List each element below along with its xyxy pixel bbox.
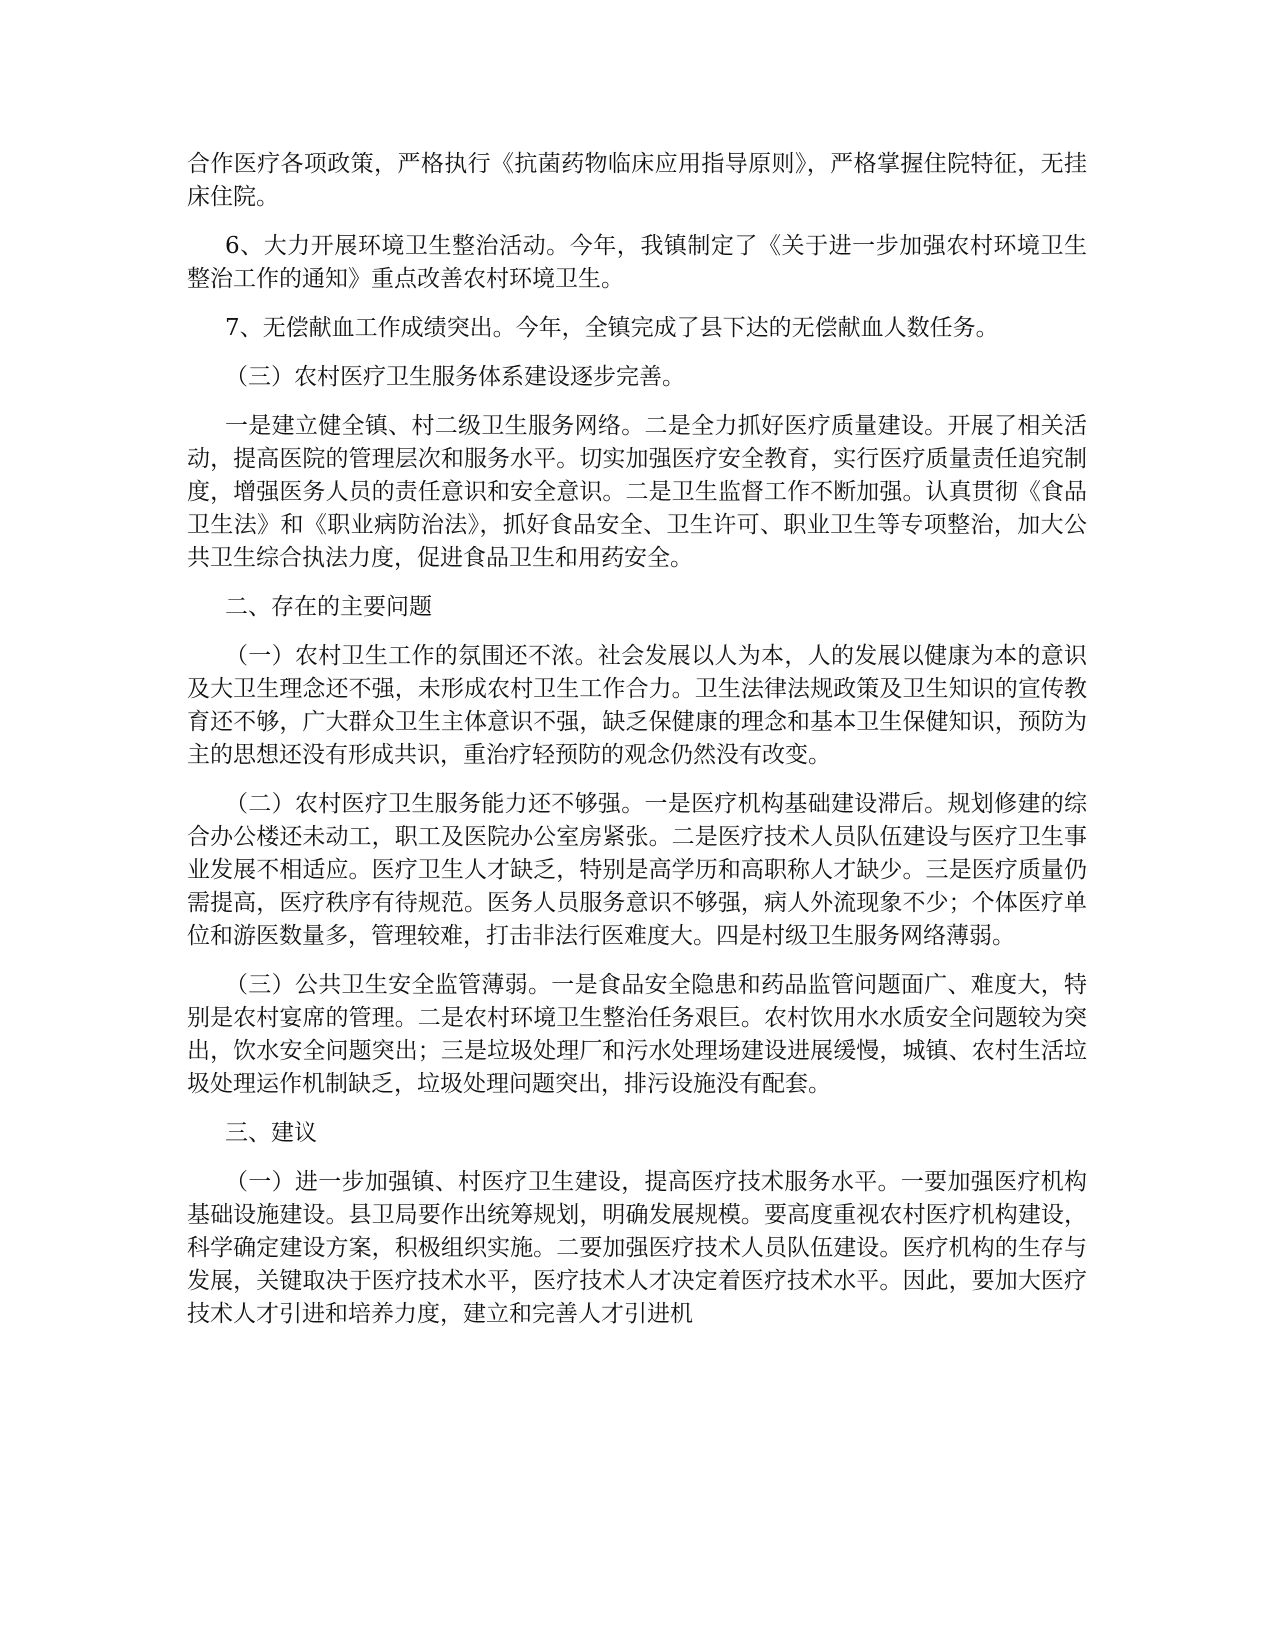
paragraph-3: 7、无偿献血工作成绩突出。今年，全镇完成了县下达的无偿献血人数任务。 (225, 315, 999, 341)
paragraph-1: 合作医疗各项政策，严格执行《抗菌药物临床应用指导原则》，严格掌握住院特征，无挂床住院。 (187, 151, 1087, 210)
paragraph-2: 6、大力开展环境卫生整治活动。今年，我镇制定了《关于进一步加强农村环境卫生整治工作的通知》重点改善农村环境卫生。 (187, 233, 1087, 292)
section-heading-suggestions: 三、建议 (225, 1120, 317, 1146)
document-page (187, 148, 1087, 1347)
paragraph-8: （二）农村医疗卫生服务能力还不够强。一是医疗机构基础建设滞后。规划修建的综合办公楼还未动工，职工及医院办公室房紧张。二是医疗技术人员队伍建设与医疗卫生事业发展不相适应。医疗卫生人才缺乏，特别是高学历和高职称人才缺少。三是医疗质量仍需提高，医疗秩序有待规范。医务人员服务意识不够强，病人外流现象不少；个体医疗单位和游医数量多，管理较难，打击非法行医难度大。四是村级卫生服务网络薄弱。 (187, 791, 1087, 949)
paragraph-4: （三）农村医疗卫生服务体系建设逐步完善。 (225, 364, 685, 390)
paragraph-9: （三）公共卫生安全监管薄弱。一是食品安全隐患和药品监管问题面广、难度大，特别是农村宴席的管理。二是农村环境卫生整治任务艰巨。农村饮用水水质安全问题较为突出，饮水安全问题突出；三是垃圾处理厂和污水处理场建设进展缓慢，城镇、农村生活垃圾处理运作机制缺乏，垃圾处理问题突出，排污设施没有配套。 (187, 972, 1087, 1097)
paragraph-5: 一是建立健全镇、村二级卫生服务网络。二是全力抓好医疗质量建设。开展了相关活动，提高医院的管理层次和服务水平。切实加强医疗安全教育，实行医疗质量责任追究制度，增强医务人员的责任意识和安全意识。二是卫生监督工作不断加强。认真贯彻《食品卫生法》和《职业病防治法》，抓好食品安全、卫生许可、职业卫生等专项整治，加大公共卫生综合执法力度，促进食品卫生和用药安全。 (187, 413, 1087, 571)
section-heading-problems: 二、存在的主要问题 (225, 594, 432, 620)
paragraph-11: （一）进一步加强镇、村医疗卫生建设，提高医疗技术服务水平。一要加强医疗机构基础设施建设。县卫局要作出统筹规划，明确发展规模。要高度重视农村医疗机构建设，科学确定建设方案，积极组织实施。二要加强医疗技术人员队伍建设。医疗机构的生存与发展，关键取决于医疗技术水平，医疗技术人才决定着医疗技术水平。因此，要加大医疗技术人才引进和培养力度，建立和完善人才引进机 (187, 1169, 1087, 1327)
paragraph-7: （一）农村卫生工作的氛围还不浓。社会发展以人为本，人的发展以健康为本的意识及大卫生理念还不强，未形成农村卫生工作合力。卫生法律法规政策及卫生知识的宣传教育还不够，广大群众卫生主体意识不强，缺乏保健康的理念和基本卫生保健知识，预防为主的思想还没有形成共识，重治疗轻预防的观念仍然没有改变。 (187, 643, 1087, 768)
